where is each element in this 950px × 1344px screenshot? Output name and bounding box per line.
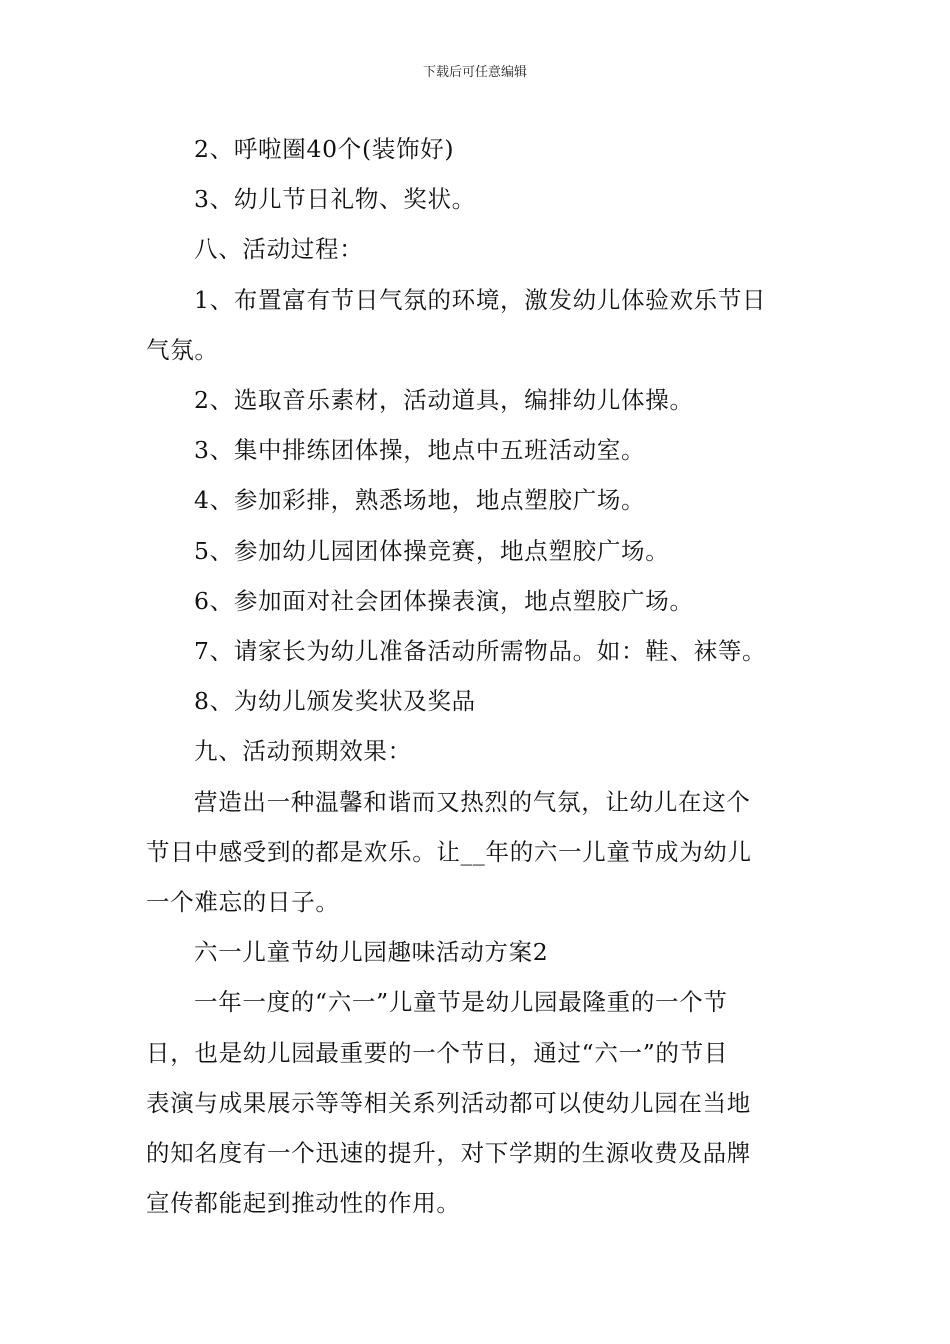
paragraph-line: 的知名度有一个迅速的提升，对下学期的生源收费及品牌 (146, 1139, 751, 1168)
section-heading: 八、活动过程： (194, 235, 364, 264)
paragraph-line: 营造出一种温馨和谐而又热烈的气氛，让幼儿在这个 (194, 787, 751, 816)
paragraph-line: 一年一度的“六一”儿童节是幼儿园最隆重的一个节 (194, 988, 728, 1017)
list-item: 5、参加幼儿园团体操竞赛，地点塑胶广场。 (194, 536, 670, 565)
document-body (146, 124, 810, 1228)
list-item: 1、布置富有节日气氛的环境，激发幼儿体验欢乐节日 (194, 285, 767, 314)
list-item: 6、参加面对社会团体操表演，地点塑胶广场。 (194, 586, 694, 615)
paragraph-line: 表演与成果展示等等相关系列活动都可以使幼儿园在当地 (146, 1088, 751, 1117)
section-heading: 九、活动预期效果： (194, 737, 412, 766)
page-header-note: 下载后可任意编辑 (422, 65, 527, 80)
document-subtitle: 六一儿童节幼儿园趣味活动方案2 (194, 938, 549, 967)
list-item: 8、为幼儿颁发奖状及奖品 (194, 687, 476, 716)
list-item: 7、请家长为幼儿准备活动所需物品。如：鞋、袜等。 (194, 637, 767, 666)
list-item: 3、幼儿节日礼物、奖状。 (194, 185, 476, 214)
list-item-continuation: 气氛。 (146, 335, 219, 364)
paragraph-line: 宣传都能起到推动性的作用。 (146, 1189, 461, 1218)
paragraph-line: 节日中感受到的都是欢乐。让__年的六一儿童节成为幼儿 (146, 837, 752, 866)
list-item: 3、集中排练团体操，地点中五班活动室。 (194, 436, 646, 465)
paragraph-line: 日，也是幼儿园最重要的一个节日，通过“六一”的节目 (146, 1038, 729, 1067)
list-item: 2、呼啦圈40个(装饰好) (194, 135, 455, 163)
paragraph-line: 一个难忘的日子。 (146, 888, 340, 917)
list-item: 2、选取音乐素材，活动道具，编排幼儿体操。 (194, 386, 694, 415)
list-item: 4、参加彩排，熟悉场地，地点塑胶广场。 (194, 486, 646, 515)
